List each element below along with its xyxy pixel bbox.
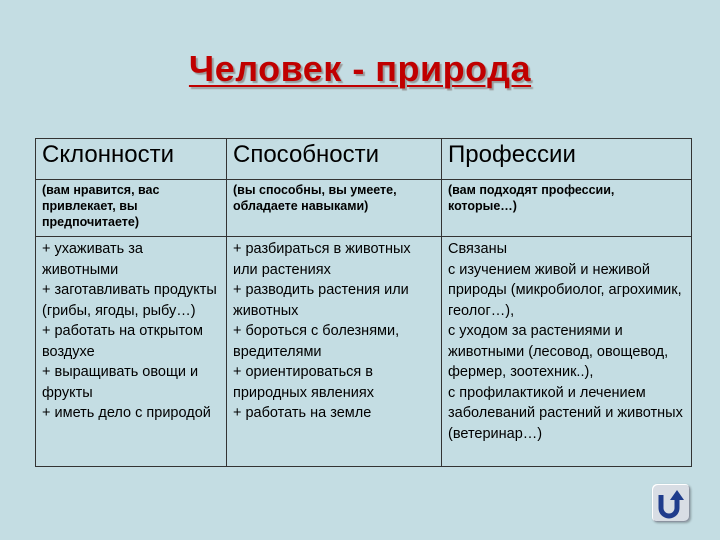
- career-table: [35, 138, 692, 467]
- list-item: с профилактикой и лечением заболеваний растений и животных (ветеринар…): [448, 384, 683, 442]
- list-item: + ориентироваться в природных явлениях: [233, 364, 374, 401]
- header-abilities: Способности: [227, 139, 442, 180]
- return-arrow-icon: [656, 487, 686, 519]
- list-item: Связаны: [448, 241, 508, 257]
- professions-cell: [442, 237, 692, 467]
- list-item: с изучением живой и неживой природы (микробиолог, агрохимик, геолог…),: [448, 261, 682, 319]
- list-item: + ухаживать за животными: [42, 241, 143, 278]
- list-item: + иметь дело с природой: [42, 405, 211, 421]
- table-subheader-row: [36, 180, 692, 237]
- subheader-professions: (вам подходят профессии, которые…): [442, 180, 692, 237]
- inclinations-cell: [36, 237, 227, 467]
- subheader-inclinations: (вам нравится, вас привлекает, вы предпочитаете): [36, 180, 227, 237]
- abilities-cell: [227, 237, 442, 467]
- table-body-row: [36, 237, 692, 467]
- header-inclinations: Склонности: [36, 139, 227, 180]
- page-title: Человек - природа: [188, 48, 532, 89]
- list-item: + выращивать овощи и фрукты: [42, 364, 199, 401]
- list-item: + бороться с болезнями, вредителями: [233, 323, 400, 360]
- list-item: + работать на открытом воздухе: [42, 323, 203, 360]
- list-item: с уходом за растениями и животными (лесовод, овощевод, фермер, зоотехник..),: [448, 323, 669, 380]
- header-professions: Профессии: [442, 139, 692, 180]
- list-item: + разбираться в животных или растениях: [233, 241, 411, 278]
- return-button[interactable]: [652, 484, 690, 522]
- list-item: + заготавливать продукты (грибы, ягоды, рыбу…): [42, 282, 217, 319]
- list-item: + работать на земле: [233, 405, 372, 421]
- table-header-row: [36, 139, 692, 180]
- subheader-abilities: (вы способны, вы умеете, обладаете навыками): [227, 180, 442, 237]
- list-item: + разводить растения или животных: [233, 282, 409, 319]
